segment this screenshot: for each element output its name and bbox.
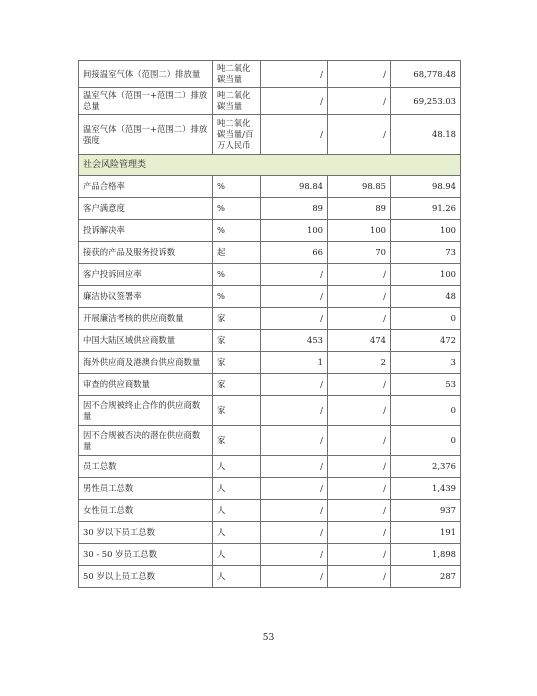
section-title: 社会风险管理类 [79, 155, 461, 176]
table-row [79, 61, 461, 88]
indicator-name-cell: 接获的产品及服务投诉数 [79, 242, 213, 264]
value-cell-year-3: 53 [391, 374, 461, 396]
indicator-name-cell: 因不合规被否决的潜在供应商数量 [79, 426, 213, 456]
table-row [79, 330, 461, 352]
unit-cell: 吨二氧化碳当量 [213, 88, 261, 115]
value-cell-year-3: 68,778.48 [391, 61, 461, 88]
value-cell-year-3: 1,439 [391, 478, 461, 500]
table-row [79, 500, 461, 522]
indicator-name-cell: 员工总数 [79, 456, 213, 478]
table-row [79, 115, 461, 155]
value-cell-year-2: 89 [328, 198, 391, 220]
table-row [79, 352, 461, 374]
unit-cell: % [213, 220, 261, 242]
value-cell-year-2: / [328, 396, 391, 426]
indicator-name-cell: 产品合格率 [79, 176, 213, 198]
value-cell-year-3: 191 [391, 522, 461, 544]
value-cell-year-2: 98.85 [328, 176, 391, 198]
value-cell-year-2: / [328, 115, 391, 155]
value-cell-year-1: / [261, 286, 328, 308]
unit-cell: % [213, 286, 261, 308]
unit-cell: 吨二氧化碳当量 [213, 61, 261, 88]
indicator-name-cell: 50 岁以上员工总数 [79, 566, 213, 588]
value-cell-year-3: 98.94 [391, 176, 461, 198]
unit-cell: 人 [213, 500, 261, 522]
value-cell-year-3: 48 [391, 286, 461, 308]
page-number: 53 [262, 633, 275, 643]
value-cell-year-2: / [328, 61, 391, 88]
indicator-name-cell: 女性员工总数 [79, 500, 213, 522]
indicator-name-cell: 廉洁协议签署率 [79, 286, 213, 308]
table-row [79, 456, 461, 478]
value-cell-year-2: 100 [328, 220, 391, 242]
unit-cell: 人 [213, 544, 261, 566]
unit-cell: % [213, 264, 261, 286]
value-cell-year-1: / [261, 374, 328, 396]
value-cell-year-1: 66 [261, 242, 328, 264]
indicator-name-cell: 投诉解决率 [79, 220, 213, 242]
kpi-table [78, 60, 461, 588]
table-row [79, 396, 461, 426]
kpi-table-body [79, 61, 461, 588]
indicator-name-cell: 海外供应商及港澳台供应商数量 [79, 352, 213, 374]
value-cell-year-2: / [328, 374, 391, 396]
value-cell-year-2: / [328, 286, 391, 308]
value-cell-year-3: 472 [391, 330, 461, 352]
value-cell-year-3: 0 [391, 426, 461, 456]
unit-cell: % [213, 176, 261, 198]
table-row [79, 176, 461, 198]
indicator-name-cell: 客户投诉回应率 [79, 264, 213, 286]
value-cell-year-1: / [261, 88, 328, 115]
table-row [79, 374, 461, 396]
value-cell-year-1: / [261, 500, 328, 522]
value-cell-year-1: / [261, 566, 328, 588]
value-cell-year-1: / [261, 396, 328, 426]
value-cell-year-2: / [328, 500, 391, 522]
value-cell-year-1: / [261, 456, 328, 478]
indicator-name-cell: 开展廉洁考核的供应商数量 [79, 308, 213, 330]
unit-cell: 吨二氧化碳当量/百万人民币 [213, 115, 261, 155]
value-cell-year-1: / [261, 478, 328, 500]
value-cell-year-1: / [261, 308, 328, 330]
value-cell-year-2: 474 [328, 330, 391, 352]
indicator-name-cell: 男性员工总数 [79, 478, 213, 500]
table-row [79, 478, 461, 500]
value-cell-year-3: 100 [391, 264, 461, 286]
unit-cell: 人 [213, 566, 261, 588]
unit-cell: 家 [213, 426, 261, 456]
unit-cell: 家 [213, 308, 261, 330]
value-cell-year-1: / [261, 115, 328, 155]
unit-cell: 起 [213, 242, 261, 264]
value-cell-year-2: 70 [328, 242, 391, 264]
value-cell-year-3: 0 [391, 396, 461, 426]
table-row [79, 286, 461, 308]
value-cell-year-1: 89 [261, 198, 328, 220]
indicator-name-cell: 温室气体（范围一+范围二）排放强度 [79, 115, 213, 155]
value-cell-year-2: / [328, 264, 391, 286]
unit-cell: 家 [213, 330, 261, 352]
table-row [79, 308, 461, 330]
value-cell-year-2: / [328, 566, 391, 588]
value-cell-year-2: / [328, 544, 391, 566]
value-cell-year-3: 2,376 [391, 456, 461, 478]
value-cell-year-3: 3 [391, 352, 461, 374]
value-cell-year-3: 100 [391, 220, 461, 242]
value-cell-year-3: 73 [391, 242, 461, 264]
indicator-name-cell: 因不合规被终止合作的供应商数量 [79, 396, 213, 426]
indicator-name-cell: 30 岁以下员工总数 [79, 522, 213, 544]
value-cell-year-1: 1 [261, 352, 328, 374]
indicator-name-cell: 温室气体（范围一+范围二）排放总量 [79, 88, 213, 115]
value-cell-year-2: / [328, 522, 391, 544]
unit-cell: 人 [213, 522, 261, 544]
indicator-name-cell: 客户满意度 [79, 198, 213, 220]
indicator-name-cell: 30 - 50 岁员工总数 [79, 544, 213, 566]
value-cell-year-3: 48.18 [391, 115, 461, 155]
value-cell-year-3: 0 [391, 308, 461, 330]
value-cell-year-1: / [261, 264, 328, 286]
table-row [79, 426, 461, 456]
value-cell-year-3: 937 [391, 500, 461, 522]
table-row [79, 566, 461, 588]
value-cell-year-3: 1,898 [391, 544, 461, 566]
value-cell-year-1: 453 [261, 330, 328, 352]
table-row [79, 88, 461, 115]
section-header-row [79, 155, 461, 176]
unit-cell: 家 [213, 396, 261, 426]
unit-cell: 人 [213, 456, 261, 478]
value-cell-year-1: 98.84 [261, 176, 328, 198]
value-cell-year-2: / [328, 88, 391, 115]
table-row [79, 522, 461, 544]
value-cell-year-1: / [261, 61, 328, 88]
unit-cell: 家 [213, 374, 261, 396]
value-cell-year-2: / [328, 478, 391, 500]
unit-cell: 人 [213, 478, 261, 500]
value-cell-year-2: / [328, 308, 391, 330]
value-cell-year-1: / [261, 544, 328, 566]
value-cell-year-2: / [328, 426, 391, 456]
indicator-name-cell: 中国大陆区域供应商数量 [79, 330, 213, 352]
value-cell-year-3: 287 [391, 566, 461, 588]
value-cell-year-3: 91.26 [391, 198, 461, 220]
table-row [79, 220, 461, 242]
table-row [79, 198, 461, 220]
table-row [79, 242, 461, 264]
table-row [79, 544, 461, 566]
unit-cell: 家 [213, 352, 261, 374]
value-cell-year-1: / [261, 426, 328, 456]
value-cell-year-2: 2 [328, 352, 391, 374]
table-row [79, 264, 461, 286]
indicator-name-cell: 审查的供应商数量 [79, 374, 213, 396]
indicator-name-cell: 间接温室气体（范围二）排放量 [79, 61, 213, 88]
unit-cell: % [213, 198, 261, 220]
value-cell-year-1: 100 [261, 220, 328, 242]
value-cell-year-1: / [261, 522, 328, 544]
value-cell-year-2: / [328, 456, 391, 478]
value-cell-year-3: 69,253.03 [391, 88, 461, 115]
